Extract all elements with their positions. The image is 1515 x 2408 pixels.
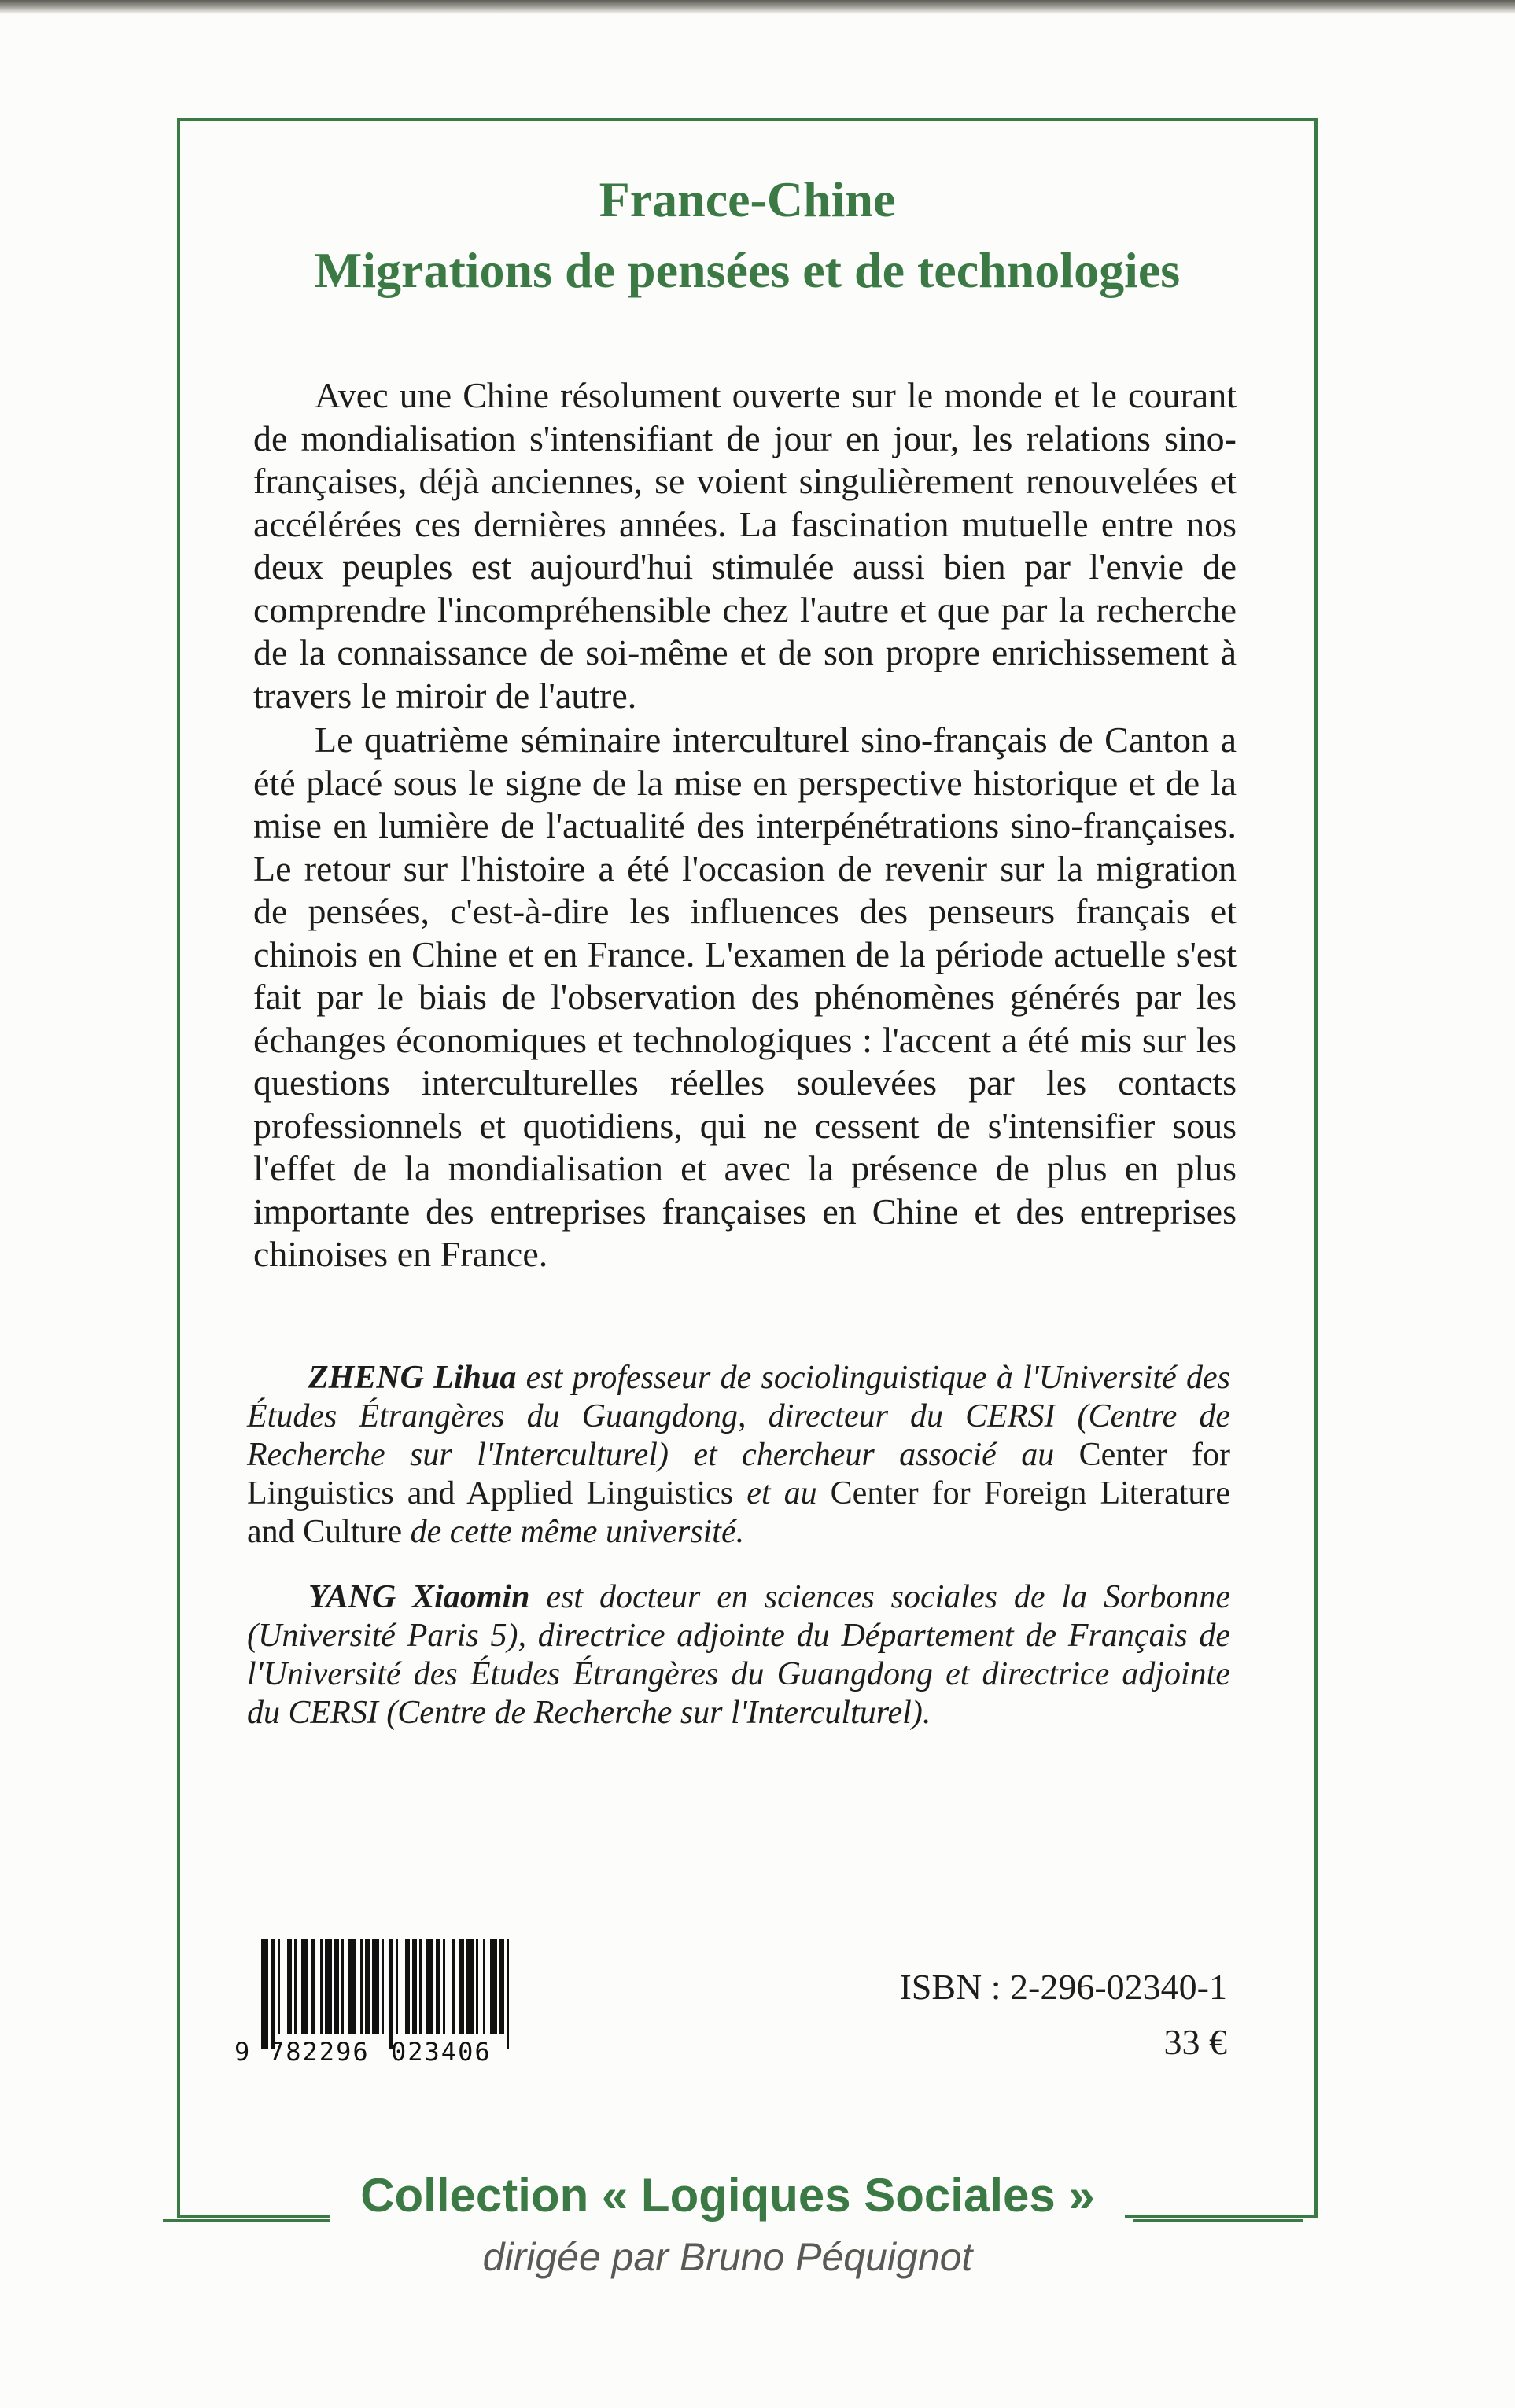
barcode-bar — [490, 1939, 497, 2034]
barcode-bar — [443, 1939, 445, 2034]
barcode-bar — [278, 1939, 280, 2034]
isbn: ISBN : 2-296-02340-1 — [899, 1967, 1227, 2007]
bio-institution: Center for Linguistics and Applied Linguistics — [247, 1437, 1230, 1511]
barcode-bar — [389, 1939, 393, 2049]
barcode — [230, 1939, 529, 2068]
frame-rule-left — [163, 2219, 330, 2222]
barcode-bar — [311, 1939, 315, 2034]
author-name-zheng: ZHENG Lihua — [308, 1360, 517, 1396]
collection-title: Collection « Logiques Sociales » — [360, 2169, 1095, 2222]
book-title: France-Chine — [599, 171, 896, 227]
top-shadow — [0, 0, 1515, 14]
barcode-bars — [261, 1939, 509, 2049]
barcode-bar — [320, 1939, 323, 2034]
bio-text: est professeur de sociolinguistique à l'Université des Études Étrangères du Guangdong, directeur du CERSI (Centre de Recherche sur l'Interculturel) et chercheur associé au — [247, 1360, 1230, 1473]
barcode-bar — [294, 1939, 297, 2034]
author-name-yang: YANG Xiaomin — [308, 1579, 530, 1615]
barcode-bar — [372, 1939, 379, 2034]
barcode-bar — [419, 1939, 422, 2034]
barcode-bar — [261, 1939, 268, 2049]
barcode-bar — [271, 1939, 275, 2049]
author-bio-yang — [247, 1578, 1230, 1732]
barcode-bar — [325, 1939, 332, 2034]
barcode-bar — [341, 1939, 344, 2034]
barcode-bar — [507, 1939, 509, 2049]
barcode-bar — [365, 1939, 370, 2034]
summary-paragraph-2: Le quatrième séminaire interculturel sino-français de Canton a été placé sous le signe de la mise en perspective historique et de la mise en lumière de l'actualité des interpénétrations sino-françaises. Le retour sur l'histoire a été l'occasion de revenir sur la migration de pensées, c'est-à-dire les influences des penseurs français et chinois en Chine et en France. L'examen de la période actuelle s'est fait par le biais de l'observation des phénomènes générés par les échanges économiques et technologiques : l'accent a été mis sur les questions interculturelles réelles soulevées par les contacts professionnels et quotidiens, qui ne cessent de s'intensifier sous l'effet de la mondialisation et avec la présence de plus en plus importante des entreprises françaises en Chine et des entreprises chinoises en France. — [253, 720, 1237, 1274]
barcode-bar — [396, 1939, 398, 2034]
barcode-group-1: 782296 — [269, 2037, 370, 2067]
barcode-bar — [287, 1939, 292, 2034]
barcode-first-digit: 9 — [234, 2037, 250, 2067]
barcode-bar — [499, 1939, 504, 2034]
book-subtitle: Migrations de pensées et de technologies — [314, 242, 1181, 298]
barcode-bar — [360, 1939, 363, 2034]
barcode-bar — [382, 1939, 384, 2034]
barcode-bar — [436, 1939, 440, 2034]
bio-text: est docteur en sciences sociales de la Sorbonne (Université Paris 5), directrice adjointe du Département de Français de l'Université des Études Étrangères du Guangdong et directrice adjointe du CERSI (Centre de Recherche sur l'Interculturel). — [247, 1579, 1230, 1731]
barcode-bar — [426, 1939, 433, 2034]
barcode-bar — [459, 1939, 464, 2034]
author-bio-zheng — [247, 1359, 1230, 1552]
barcode-bar — [452, 1939, 455, 2034]
bio-institution: Center for Foreign Literature and Culture — [247, 1475, 1231, 1550]
bio-text: et au — [733, 1475, 831, 1511]
barcode-bar — [466, 1939, 474, 2034]
collection-director: dirigée par Bruno Péquignot — [482, 2235, 973, 2279]
bio-text: de cette même université. — [402, 1514, 745, 1550]
barcode-bar — [483, 1939, 485, 2034]
price: 33 € — [1163, 2022, 1227, 2062]
summary-paragraph-1: Avec une Chine résolument ouverte sur le monde et le courant de mondialisation s'intensifiant de jour en jour, les relations sino-françaises, déjà anciennes, se voient singulièrement renouvelées et accélérées ces dernières années. La fascination mutuelle entre nos deux peuples est aujourd'hui stimulée aussi bien par l'envie de comprendre l'incompréhensible chez l'autre et que par la recherche de la connaissance de soi-même et de son propre enrichissement à travers le miroir de l'autre. — [253, 375, 1237, 716]
barcode-bar — [301, 1939, 308, 2034]
barcode-bar — [412, 1939, 417, 2034]
barcode-bar — [348, 1939, 356, 2034]
frame-rule-right — [1133, 2219, 1303, 2222]
barcode-bar — [405, 1939, 410, 2034]
barcode-bar — [334, 1939, 339, 2034]
barcode-bar — [476, 1939, 478, 2034]
barcode-group-2: 023406 — [391, 2037, 492, 2067]
